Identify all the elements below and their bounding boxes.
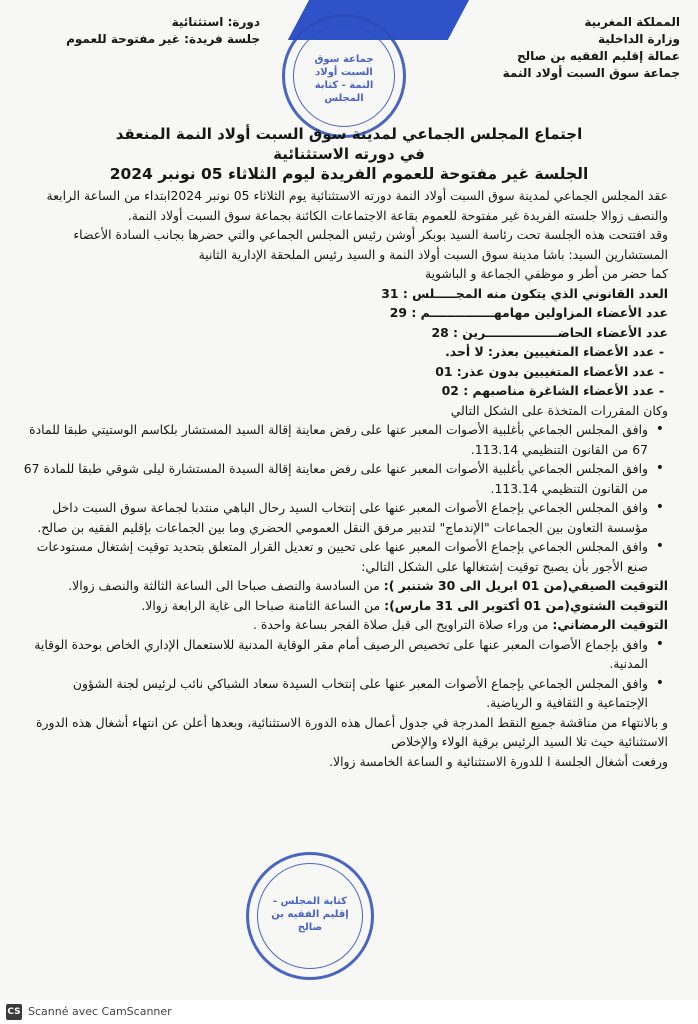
header-right: [460, 14, 680, 82]
scanner-footer: [0, 1000, 698, 1024]
scanner-label: Scanné avec CamScanner: [28, 1005, 172, 1018]
decision-item: • وافق المجلس الجماعي بإجماع الأصوات المعبر عنها على إنتخاب السيدة سعاد الشباكي نائب لرئيس لجنة الشؤون الإجتماعية و الثقافية و الرياضية.: [20, 674, 668, 713]
document-body: [20, 186, 668, 771]
stamp-text: جماعة سوق السبت أولاد النمة - كتابة المجلس: [314, 54, 374, 104]
timing-ramadan: التوقيت الرمضاني: من وراء صلاة التراويح الى قبل صلاة الفجر بساعة واحدة .: [253, 617, 668, 632]
stamp-text: كتابة المجلس - إقليم الفقيه بن صالح: [271, 896, 349, 933]
stat-active: عدد الأعضاء المزاولين مهامهـــــــــــــــم : 29: [389, 305, 668, 320]
sitting-type: جلسة فريدة: غير مفتوحة للعموم: [66, 32, 260, 46]
stat-vacant: - عدد الأعضاء الشاغرة مناصبهم : 02: [441, 383, 664, 398]
decision-item: • وافق المجلس الجماعي بإجماع الأصوات المعبر عنها على إنتخاب السيد رحال الباهي منتدبا لجماعة سوق السبت داخل مؤسسة التعاون بين الجماعات "الإندماج" لتدبير مرفق النقل العمومي الحضري وما بين الجماعات بإقليم الفقيه بن صالح.: [20, 498, 668, 537]
official-stamp-bottom: [246, 852, 374, 980]
stat-unexcused: - عدد الأعضاء المتغيبين بدون عذر: 01: [435, 363, 664, 379]
header-province: عمالة إقليم الفقيه بن صالح: [516, 49, 680, 63]
header-commune: جماعة سوق السبت أولاد النمة: [502, 66, 680, 80]
official-stamp-top: [282, 14, 406, 138]
timing-summer: التوقيت الصيفي(من 01 ابريل الى 30 شتنبر ): من السادسة والنصف صباحا الى الساعة الثالثة والنصف زوالا.: [68, 578, 668, 593]
header-ministry: وزارة الداخلية: [597, 32, 680, 46]
presidency-paragraph: وقد افتتحت هذه الجلسة تحت رئاسة السيد بوبكر أوشن رئيس المجلس الجماعي والتي حضرها بجانب السادة الأعضاء المستشارين السيد: باشا مدينة سوق السبت أولاد النمة و السيد رئيس الملحقة الإدارية الثانية: [73, 227, 668, 262]
title-line3: الجلسة غير مفتوحة للعموم الفريدة ليوم الثلاثاء 05 نونبر 2024: [109, 165, 589, 183]
decisions-intro: وكان المقررات المتخذة على الشكل التالي: [450, 402, 668, 418]
camscanner-logo-icon: CS: [6, 1004, 22, 1020]
session-type: دورة: استثنائية: [171, 15, 260, 29]
closing-line: ورفعت أشغال الجلسة ا للدورة الاستثنائية و الساعة الخامسة زوالا.: [329, 753, 668, 769]
header-kingdom: المملكة المغربية: [584, 15, 680, 29]
decision-item: • وافق المجلس الجماعي بأغلبية الأصوات المعبر عنها على رفض معاينة إقالة السيد المستشار بلكاسم الوستيتي طبقا للمادة 67 من القانون التنظيمي 113.14.: [20, 420, 668, 459]
stat-present: عدد الأعضاء الحاضـــــــــــــــــرين : 28: [431, 324, 668, 340]
decision-item: • وافق المجلس الجماعي بإجماع الأصوات المعبر عنها على تحيين و تعديل القرار المتعلق بتحديد توقيت إشتغال مستودعات صنع الأجور بأن يصبح توقيت إشتغالها على الشكل التالي:: [20, 537, 668, 576]
stat-excused: - عدد الأعضاء المتغيبين بعذر: لا أحد.: [445, 344, 664, 359]
staff-line: كما حضر من أطر و موظفي الجماعة و الباشوية: [424, 266, 668, 281]
timing-winter: التوقيت الشتوي(من 01 أكتوبر الى 31 مارس): من الساعة الثامنة صباحا الى غاية الرابعة زوالا.: [141, 597, 668, 613]
title-line2: في دورته الاستثنائية: [273, 145, 425, 163]
decision-item: • وافق المجلس الجماعي بأغلبية الأصوات المعبر عنها على رفض معاينة إقالة السيدة المستشارة ليلى شوقي طبقا للمادة 67 من القانون التنظيمي 113.14.: [20, 459, 668, 498]
decision-item: • وافق بإجماع الأصوات المعبر عنها على تخصيص الرصيف أمام مقر الوقاية المدنية للاستعمال الإداري الخاص بوحدة الوقاية المدنية.: [20, 635, 668, 674]
closing-paragraph: و بالانتهاء من مناقشة جميع النقط المدرجة في جدول أعمال هذه الدورة الاستثنائية، وبعدها أعلن عن انتهاء أشغال هذه الدورة الاستثنائية حيث تلا السيد الرئيس برقية الولاء والإخلاص: [35, 714, 668, 749]
intro-paragraph: عقد المجلس الجماعي لمدينة سوق السبت أولاد النمة دورته الاستثنائية يوم الثلاثاء 05 نونبر 2024ابتداء من الساعة الرابعة والنصف زوالا جلسته الفريدة غير مفتوحة للعموم بقاعة الاجتماعات الكائنة بجماعة سوق السبت أولاد النمة.: [46, 188, 668, 223]
header-left: [40, 14, 260, 48]
stat-legal: العدد القانوني الذي يتكون منه المجـــــلس : 31: [381, 285, 668, 301]
title-line1: اجتماع المجلس الجماعي لمدينة سوق السبت أولاد النمة المنعقد: [115, 125, 583, 143]
